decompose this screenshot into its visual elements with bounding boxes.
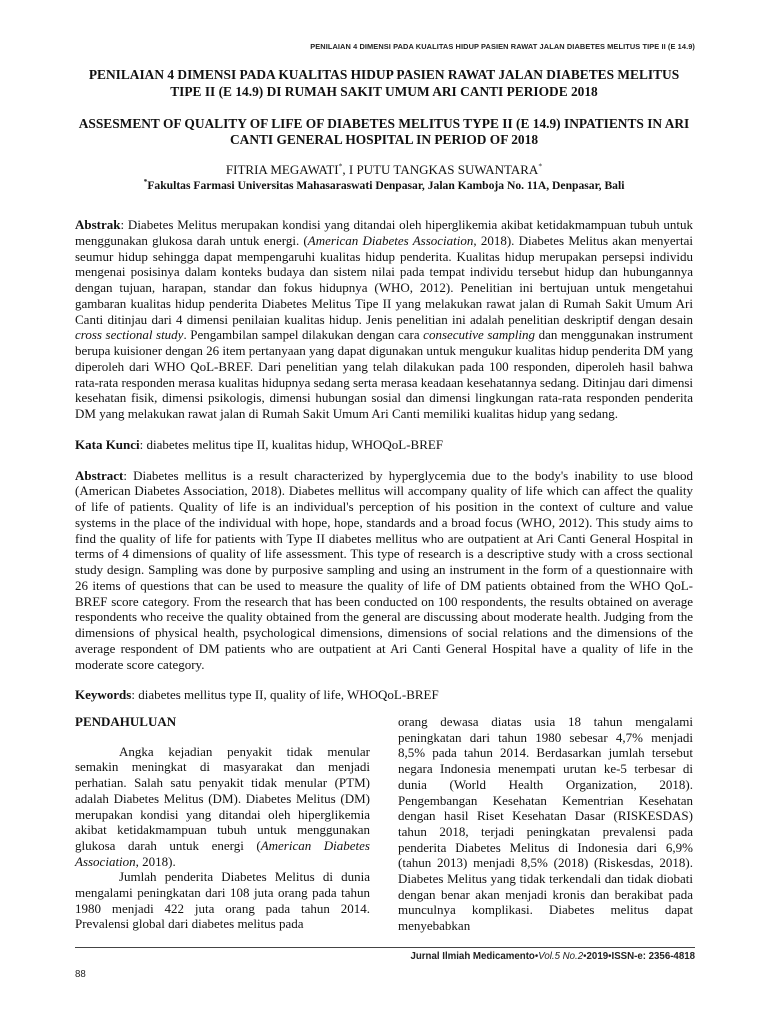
running-head: PENILAIAN 4 DIMENSI PADA KUALITAS HIDUP PASIEN RAWAT JALAN DIABETES MELITUS TIPE II (E 14.9)	[310, 42, 695, 51]
journal-year: 2019	[586, 951, 609, 962]
author-name: FITRIA MEGAWATI	[225, 162, 339, 177]
abstrak-paragraph	[75, 217, 693, 422]
left-column	[75, 714, 370, 934]
abstrak-text: : Diabetes Melitus merupakan kondisi yang ditandai oleh hiperglikemia akibat ketidakmampuan tubuh untuk menggunakan glukosa darah untuk energi. (	[75, 217, 693, 248]
title-english: ASSESMENT OF QUALITY OF LIFE OF DIABETES MELITUS TYPE II (E 14.9) INPATIENTS IN ARI CANTI GENERAL HOSPITAL IN PERIOD OF 2018	[78, 116, 690, 147]
section-heading: PENDAHULUAN	[75, 714, 177, 729]
article-body	[75, 66, 693, 703]
title-indonesian: PENILAIAN 4 DIMENSI PADA KUALITAS HIDUP PASIEN RAWAT JALAN DIABETES MELITUS TIPE II (E 14.9) DI RUMAH SAKIT UMUM ARI CANTI PERIODE 2018	[88, 67, 680, 99]
affiliation	[75, 179, 693, 193]
two-column-body	[75, 714, 693, 934]
journal-issn: ISSN-e: 2356-4818	[611, 951, 695, 962]
abstrak-italic: cross sectional study	[75, 327, 184, 343]
keywords-label: Keywords	[75, 687, 132, 703]
author-mark: *	[538, 161, 543, 171]
journal-volume: Vol.5 No.2	[538, 951, 584, 962]
footer-bullet: •	[534, 951, 539, 962]
author-list	[75, 162, 693, 178]
abstrak-italic: consecutive sampling	[423, 327, 536, 343]
footer-bullet: •	[608, 951, 612, 962]
abstract-label: Abstract	[75, 467, 124, 483]
page-number: 88	[75, 969, 86, 980]
footer-rule	[75, 947, 695, 948]
abstrak-label: Abstrak	[75, 217, 121, 232]
journal-footer	[410, 951, 695, 962]
abstrak-text: , 2018). Diabetes Melitus akan menyertai seumur hidup sehingga dapat mempengaruhi kualitas hidup penderita. Kualitas hidup merupakan persepsi individu mengenai posisinya dalam konteks budaya dan sistem nilai pada tempat individu tersebut hidup dan hubungannya dengan tujuan, harapan, standar dan fokus hidupnya (WHO, 2012). Penelitian ini bertujuan untuk mengetahui gambaran kualitas hidup penderita Diabetes Melitus Tipe II yang melakukan rawat jalan di Rumah Sakit Umum Ari Canti ditinjau dari 4 dimensi penilaian kualitas hidup. Jenis penelitian ini adalah penelitian deskriptif dengan desain	[75, 232, 693, 327]
author-separator: ,	[342, 162, 349, 177]
abstrak-text: . Pengambilan sampel dilakukan dengan cara	[183, 327, 424, 343]
intro-paragraph-2: Jumlah penderita Diabetes Melitus di dunia mengalami peningkatan dari 108 juta orang pada tahun 1980 menjadi 422 juta orang pada tahun 2014. Prevalensi global dari diabetes melitus pada	[75, 869, 370, 932]
intro-text: Angka kejadian penyakit tidak menular semakin meningkat di masyarakat dan menjadi perhatian. Salah satu penyakit tidak menular (PTM) adalah Diabetes Melitus (DM). Diabetes Melitus (DM) merupakan kondisi yang ditandai oleh hiperglikemia akibat ketidakmampuan tubuh untuk menggunakan glukosa darah untuk energi (	[75, 743, 370, 853]
affiliation-text: Fakultas Farmasi Universitas Mahasaraswati Denpasar, Jalan Kamboja No. 11A, Denpasar, Bali	[147, 179, 625, 192]
intro-italic: American Diabetes Association	[75, 837, 370, 869]
author-name: I PUTU TANGKAS SUWANTARA	[348, 162, 539, 177]
intro-paragraph-continued: orang dewasa diatas usia 18 tahun mengalami peningkatan dari tahun 1980 sebesar 4,7% menjadi 8,5% pada tahun 2014. Berdasarkan jumlah tersebut negara Indonesia menempati urutan ke-5 terbesar di dunia (World Health Organization, 2018). Pengembangan Kesehatan Kementrian Kesehatan dengan hasil Riset Kesehatan Dasar (RISKESDAS) tahun 2018, terjadi peningkatan prevalensi pada penderita Diabetes Melitus di Indonesia dari 6,9% (tahun 2013) menjadi 8,5% (2018) (Riskesdas, 2018). Diabetes Melitus yang tidak terkendali dan tidak diobati dengan benar akan menjadi kronis dan berakibat pada munculnya komplikasi. Diabetes melitus dapat menyebabkan	[398, 714, 693, 934]
keywords	[75, 687, 693, 703]
journal-name: Jurnal Ilmiah Medicamento	[410, 951, 535, 962]
kata-kunci-label: Kata Kunci	[75, 436, 140, 452]
abstrak-italic: American Diabetes Association	[307, 232, 474, 248]
kata-kunci	[75, 437, 693, 453]
author-mark: *	[338, 161, 343, 171]
keywords-text: : diabetes mellitus type II, quality of life, WHOQoL-BREF	[131, 687, 439, 703]
abstrak-text: dan menggunakan instrument berupa kuisioner dengan 26 item pertanyaan yang dapat digunakan untuk mengukur kualitas hidup penderita DM yang diperoleh dari WHO QoL-BREF. Dari penelitian yang telah dilakukan pada 100 responden, diperoleh hasil bahwa rata-rata responden merasa kualitas hidupnya sedang serta merasa keadaan kesehatannya sedang. Ditinjau dari dimensi kesehatan fisik, dimensi psikologis, dimensi hubungan sosial dan dimensi lingkungan rata-rata responden penderita DM yang melakukan rawat jalan di Rumah Sakit Umum Ari Canti memiliki kualitas hidup yang sedang.	[75, 327, 693, 421]
intro-text: , 2018).	[135, 853, 176, 869]
abstract-paragraph	[75, 468, 693, 673]
affiliation-mark: *	[143, 177, 148, 187]
footer-bullet: •	[583, 951, 587, 962]
kata-kunci-text: : diabetes melitus tipe II, kualitas hidup, WHOQoL-BREF	[139, 436, 444, 452]
abstract-text: : Diabetes mellitus is a result characterized by hyperglycemia due to the body's inability to use blood (American Diabetes Association, 2018). Diabetes mellitus will accompany quality of life which can affect the quality of life of patients. Quality of life is an individual's perception of his position in the context of culture and value systems in the place of the individual with hope, hope, standards and a broad focus (WHO, 2012). This study aims to find the quality of life for patients with Type II diabetes mellitus who are outpatient at Ari Canti General Hospital in terms of 4 dimensions of quality of life assessment. This type of research is a descriptive study with a cross sectional study design. Sampling was done by purposive sampling and using an instrument in the form of a questionnaire with 26 items of questions that can be used to measure the quality of life of DM patients obtained from the WHO QoL-BREF score category. From the research that has been conducted on 100 respondents, the results obtained on average respondents who receive the quality obtained from the general are discussing about moderate health. Judging from the dimensions of physical health, psychological dimensions, dimensions of social relations and the dimensions of the average respondent of DM patients who are outpatient at Ari Canti General Hospital have a quality of life in the moderate score category.	[75, 467, 693, 672]
right-column	[398, 714, 693, 934]
intro-paragraph-1	[75, 744, 370, 870]
